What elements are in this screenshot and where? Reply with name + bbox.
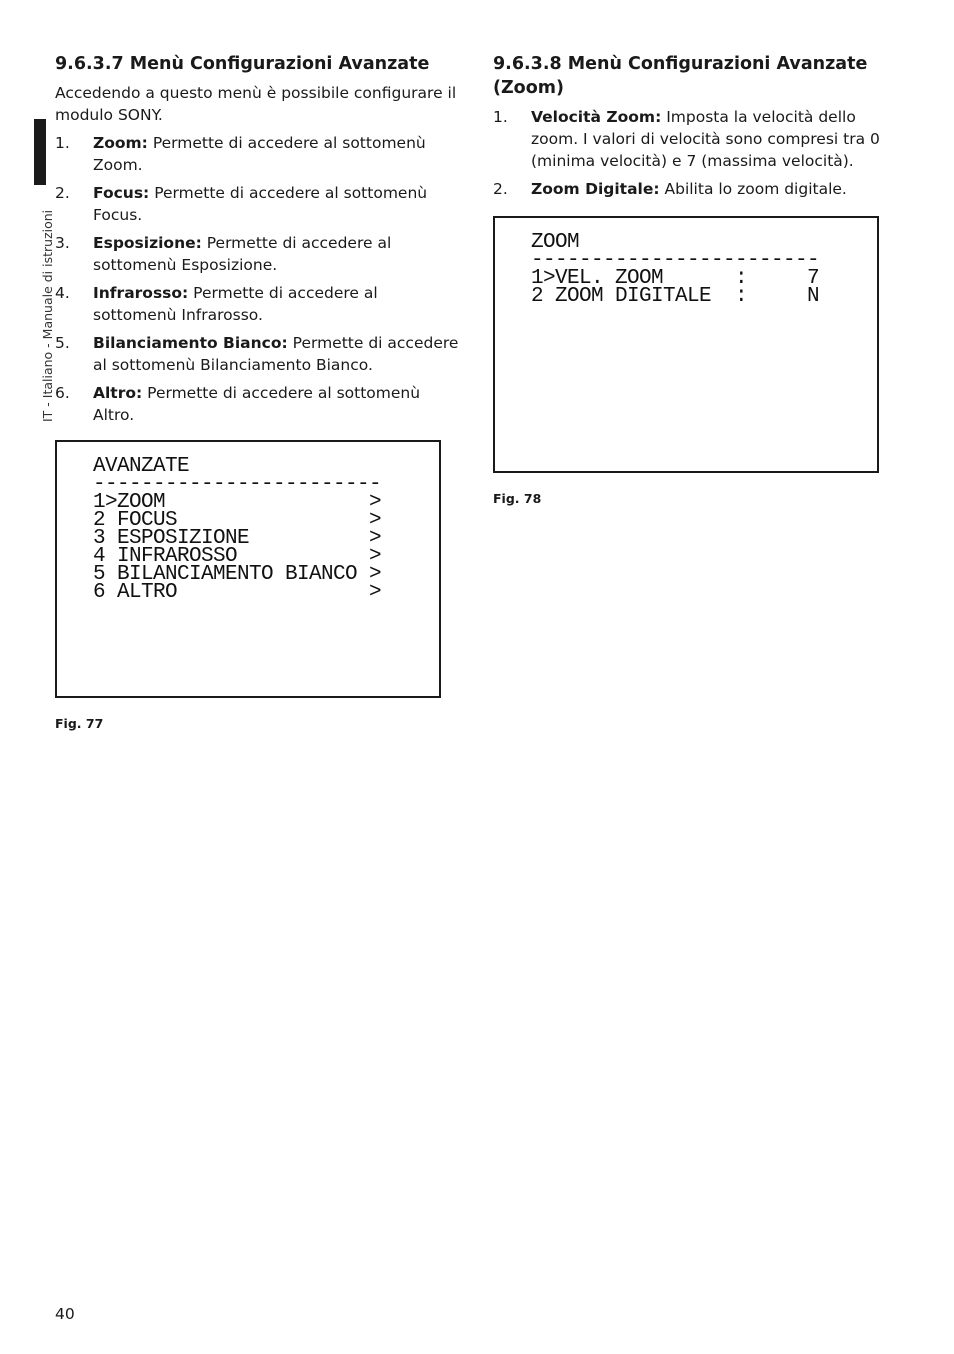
list-item: 2. Zoom Digitale: Abilita lo zoom digitale.: [493, 180, 847, 198]
osd-line: 5 BILANCIAMENTO BIANCO >: [93, 563, 382, 586]
option-list: [55, 132, 460, 426]
sidebar-manual-label: IT - Italiano - Manuale di istruzioni: [40, 209, 55, 422]
osd-screen-avanzate: [55, 440, 441, 698]
list-item: 3. Esposizione: Permette di accedere al sottomenù Esposizione.: [55, 234, 392, 274]
figure-caption: Fig. 77: [55, 716, 104, 731]
osd-line: ------------------------: [93, 473, 382, 496]
osd-line: ZOOM: [531, 231, 580, 254]
section-intro: Accedendo a questo menù è possibile configurare il modulo SONY.: [55, 84, 457, 124]
osd-line: 1>ZOOM >: [93, 491, 382, 514]
osd-line: 1>VEL. ZOOM : 7: [531, 267, 820, 290]
option-list: [493, 106, 893, 200]
section-advanced-config: [55, 52, 460, 731]
list-item: 5. Bilanciamento Bianco: Permette di accedere al sottomenù Bilanciamento Bianco.: [55, 334, 459, 374]
osd-line: 2 ZOOM DIGITALE : N: [531, 285, 820, 308]
list-item: 2. Focus: Permette di accedere al sottomenù Focus.: [55, 184, 428, 224]
section-tab-marker: [34, 119, 46, 185]
figure-caption: Fig. 78: [493, 491, 542, 506]
list-item: 1. Velocità Zoom: Imposta la velocità dello zoom. I valori di velocità sono compresi tra 0 (minima velocità) e 7 (massima velocità).: [493, 108, 880, 170]
section-title: 9.6.3.7 Menù Configurazioni Avanzate: [55, 54, 430, 74]
list-item: 4. Infrarosso: Permette di accedere al sottomenù Infrarosso.: [55, 284, 378, 324]
page-number: 40: [55, 1305, 75, 1323]
osd-line: ------------------------: [531, 249, 820, 272]
osd-line: 3 ESPOSIZIONE >: [93, 527, 382, 550]
list-item: 6. Altro: Permette di accedere al sottomenù Altro.: [55, 384, 421, 424]
osd-menu-text: [531, 231, 877, 308]
section-zoom-config: [493, 52, 893, 506]
section-title: 9.6.3.8 Menù Configurazioni Avanzate (Zoom): [493, 54, 868, 98]
osd-line: 2 FOCUS >: [93, 509, 382, 532]
osd-menu-text: [93, 455, 439, 604]
osd-line: 6 ALTRO >: [93, 581, 382, 604]
list-item: 1. Zoom: Permette di accedere al sottomenù Zoom.: [55, 134, 426, 174]
osd-screen-zoom: [493, 216, 879, 473]
osd-line: AVANZATE: [93, 455, 190, 478]
osd-line: 4 INFRAROSSO >: [93, 545, 382, 568]
